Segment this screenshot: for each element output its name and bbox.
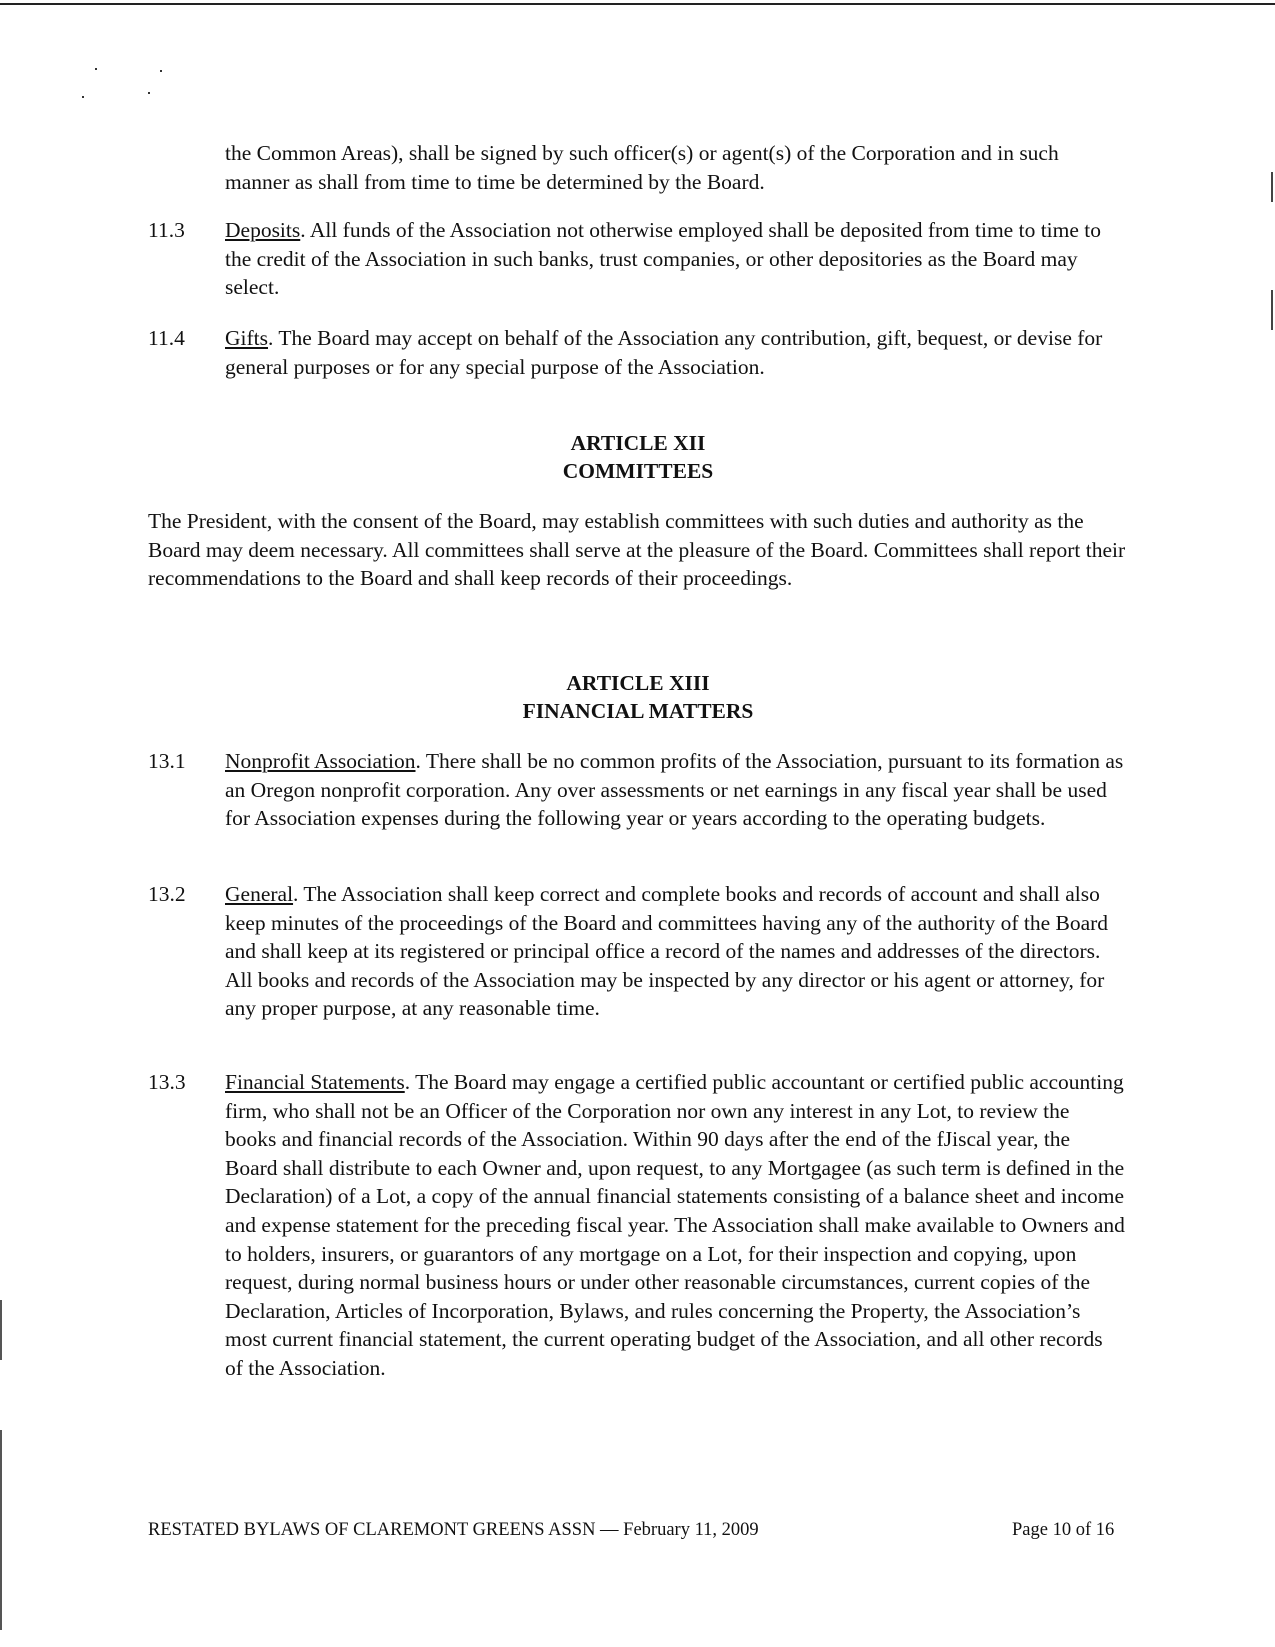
- footer-title: RESTATED BYLAWS OF CLAREMONT GREENS ASSN — February 11, 2009: [148, 1520, 759, 1540]
- section-title: General: [225, 882, 294, 906]
- section-number: 11.3: [148, 218, 185, 242]
- article-13-heading: ARTICLE XIII: [566, 671, 710, 695]
- section-13-1: Nonprofit Association. There shall be no common profits of the Association, pursuant to its formation as an Oregon nonprofit corporation. Any over assessments or net earnings in any fiscal year shall be used for Association expenses during the following year or years according to the operating budgets.: [225, 749, 1124, 831]
- section-body: The Board may accept on behalf of the Association any contribution, gift, bequest, or devise for general purposes or for any special purpose of the Association.: [225, 326, 1103, 379]
- scan-edge-mark: [0, 1300, 2, 1360]
- section-title: Gifts: [225, 326, 268, 350]
- section-body: The Association shall keep correct and complete books and records of account and shall also keep minutes of the proceedings of the Board and committees having any of the authority of the Board and shall keep at its registered or principal office a record of the names and addresses of the directors. All books and records of the Association may be inspected by any director or his agent or attorney, for any proper purpose, at any reasonable time.: [225, 882, 1109, 1021]
- section-13-3: Financial Statements. The Board may engage a certified public accountant or certified public accounting firm, who shall not be an Officer of the Corporation nor own any interest in any Lot, to review the books and financial records of the Association. Within 90 days after the end of the fJiscal year, the Board shall distribute to each Owner and, upon request, to any Mortgagee (as such term is defined in the Declaration) of a Lot, a copy of the annual financial statements consisting of a balance sheet and income and expense statement for the preceding fiscal year. The Association shall make available to Owners and to holders, insurers, or guarantors of any mortgage on a Lot, for their inspection and copying, upon request, during normal business hours or under other reasonable circumstances, current copies of the Declaration, Articles of Incorporation, Bylaws, and rules concerning the Property, the Association’s most current financial statement, the current operating budget of the Association, and all other records of the Association.: [225, 1070, 1125, 1380]
- scan-speck: [95, 68, 97, 70]
- scan-edge-line: [0, 3, 1275, 5]
- section-body: All funds of the Association not otherwise employed shall be deposited from time to time to the credit of the Association in such banks, trust companies, or other depositories as the Board may select.: [225, 218, 1102, 300]
- article-12-body: The President, with the consent of the Board, may establish committees with such duties and authority as the Board may deem necessary. All committees shall serve at the pleasure of the Board. Committees shall report their recommendations to the Board and shall keep records of their proceedings.: [148, 509, 1126, 591]
- section-title: Financial Statements: [225, 1070, 405, 1094]
- scan-edge-mark: [1271, 290, 1273, 330]
- scan-speck: [82, 96, 84, 98]
- section-number: 13.1: [148, 749, 186, 773]
- section-number: 11.4: [148, 326, 185, 350]
- footer-page-number: Page 10 of 16: [1012, 1520, 1115, 1540]
- section-11-4: Gifts. The Board may accept on behalf of the Association any contribution, gift, bequest, or devise for general purposes or for any special purpose of the Association.: [225, 326, 1103, 379]
- article-12-subheading: COMMITTEES: [562, 459, 714, 483]
- scan-speck: [148, 92, 150, 94]
- scan-edge-mark: [0, 1430, 2, 1630]
- article-12-heading: ARTICLE XII: [570, 431, 706, 455]
- article-13-subheading: FINANCIAL MATTERS: [522, 699, 754, 723]
- section-11-3: Deposits. All funds of the Association not otherwise employed shall be deposited from time to time to the credit of the Association in such banks, trust companies, or other depositories as the Board may select.: [225, 218, 1102, 300]
- section-body: There shall be no common profits of the Association, pursuant to its formation as an Oregon nonprofit corporation. Any over assessments or net earnings in any fiscal year shall be used for Association expenses during the following year or years according to the operating budgets.: [225, 749, 1124, 831]
- scan-edge-mark: [1271, 172, 1273, 202]
- section-body: The Board may engage a certified public accountant or certified public accounting firm, who shall not be an Officer of the Corporation nor own any interest in any Lot, to review the books and financial records of the Association. Within 90 days after the end of the fJiscal year, the Board shall distribute to each Owner and, upon request, to any Mortgagee (as such term is defined in the Declaration) of a Lot, a copy of the annual financial statements consisting of a balance sheet and income and expense statement for the preceding fiscal year. The Association shall make available to Owners and to holders, insurers, or guarantors of any mortgage on a Lot, for their inspection and copying, upon request, during normal business hours or under other reasonable circumstances, current copies of the Declaration, Articles of Incorporation, Bylaws, and rules concerning the Property, the Association’s most current financial statement, the current operating budget of the Association, and all other records of the Association.: [225, 1070, 1125, 1380]
- section-number: 13.2: [148, 882, 186, 906]
- section-13-2: General. The Association shall keep correct and complete books and records of account and shall also keep minutes of the proceedings of the Board and committees having any of the authority of the Board and shall keep at its registered or principal office a record of the names and addresses of the directors. All books and records of the Association may be inspected by any director or his agent or attorney, for any proper purpose, at any reasonable time.: [225, 882, 1109, 1021]
- section-number: 13.3: [148, 1070, 186, 1094]
- section-title: Deposits: [225, 218, 301, 242]
- continuation-paragraph: the Common Areas), shall be signed by such officer(s) or agent(s) of the Corporation and in such manner as shall from time to time be determined by the Board.: [225, 141, 1059, 194]
- scan-speck: [160, 70, 162, 72]
- section-title: Nonprofit Association: [225, 749, 416, 773]
